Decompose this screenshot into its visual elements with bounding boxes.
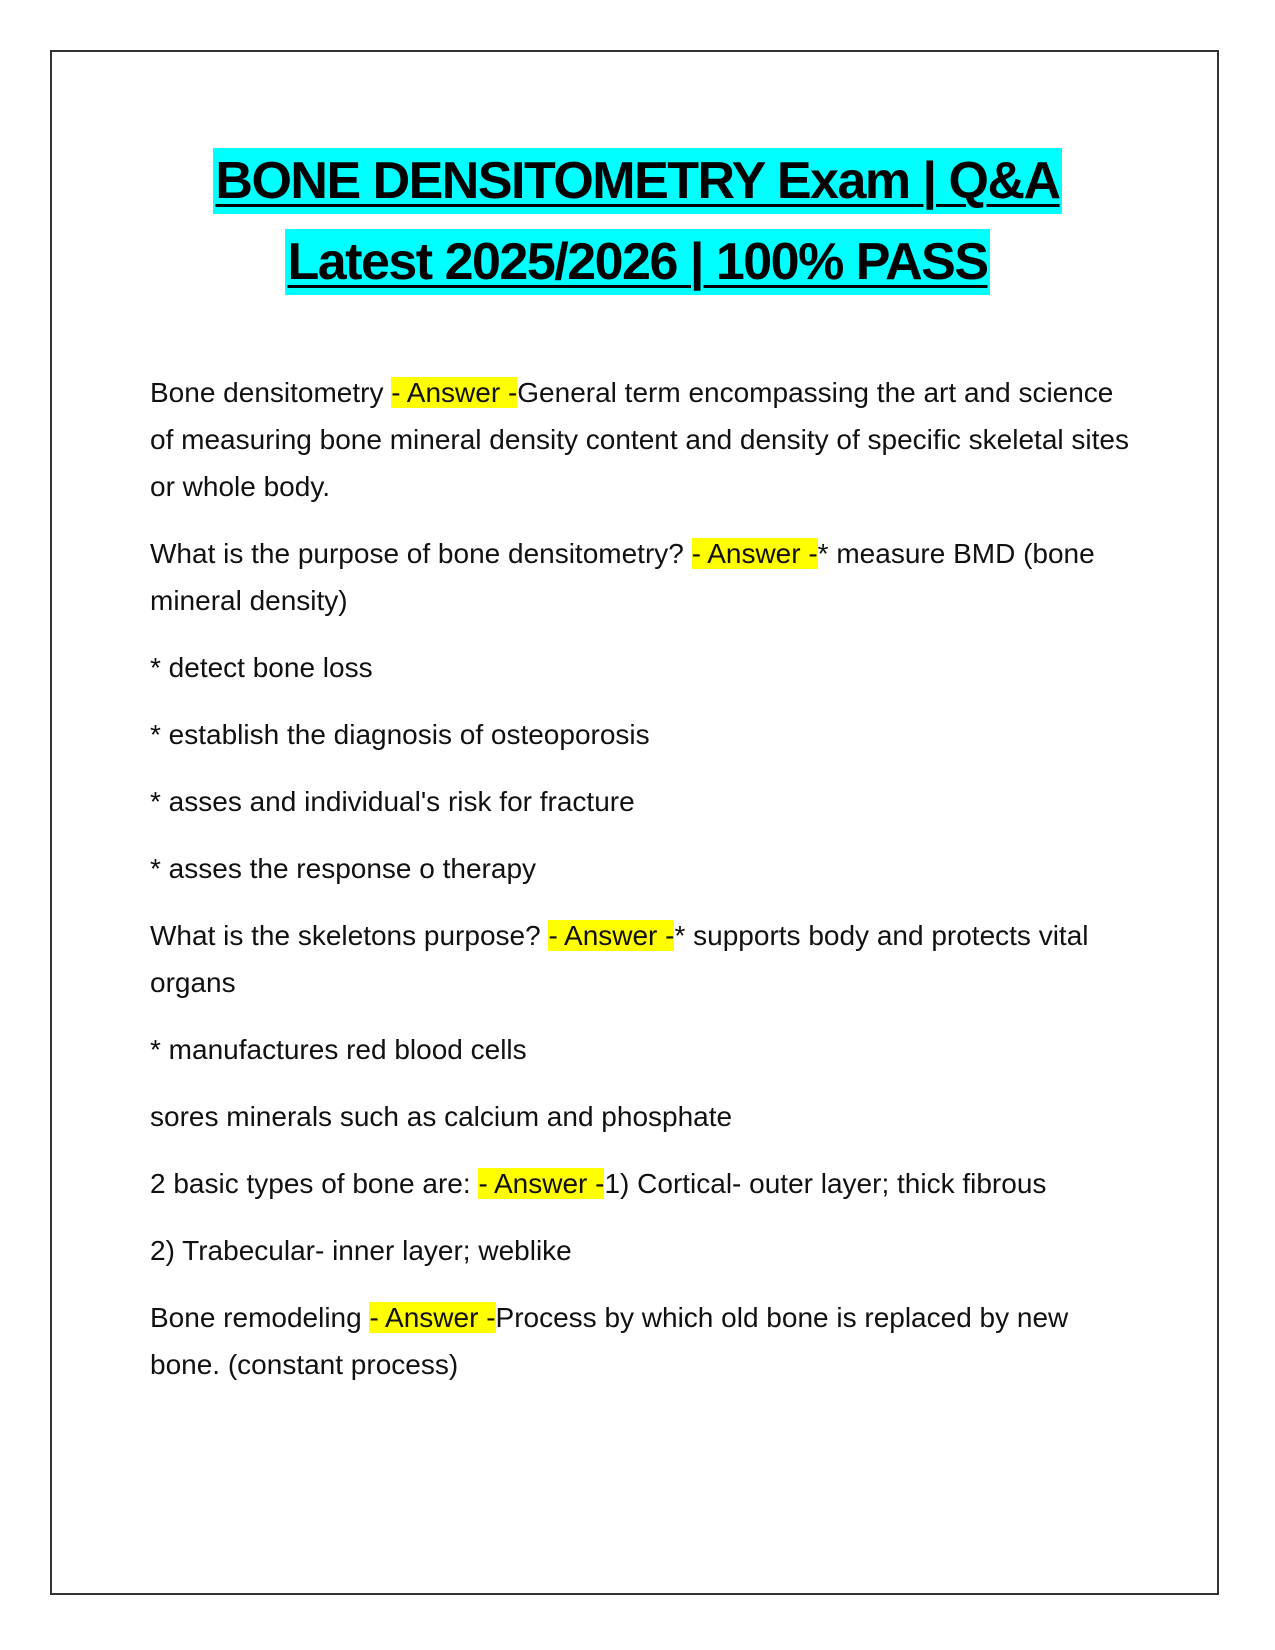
answer-marker: - Answer - [548, 920, 675, 951]
bullet-line: * establish the diagnosis of osteoporosis [150, 719, 650, 750]
bullet-line: * manufactures red blood cells [150, 1034, 527, 1065]
title-line-1: BONE DENSITOMETRY Exam | Q&A [213, 148, 1061, 214]
question-text: Bone remodeling [150, 1302, 370, 1333]
qa-entry [150, 369, 1130, 510]
qa-entry [150, 1294, 1130, 1388]
bullet-line: * asses and individual's risk for fracture [150, 786, 635, 817]
question-text: 2 basic types of bone are: [150, 1168, 479, 1199]
answer-marker: - Answer - [478, 1168, 605, 1199]
question-text: What is the purpose of bone densitometry? [150, 538, 692, 569]
answer-text: General term encompassing the art and science of measuring bone mineral density content and density of specific skeletal sites or whole body. [150, 377, 1129, 502]
qa-entry [150, 912, 1130, 1006]
answer-text: 1) Cortical- outer layer; thick fibrous [604, 1168, 1047, 1199]
answer-text: Process by which old bone is replaced by new bone. (constant process) [150, 1302, 1069, 1380]
page-title [0, 143, 1275, 305]
question-text: What is the skeletons purpose? [150, 920, 549, 951]
bullet-line: * asses the response o therapy [150, 853, 537, 884]
text-line: sores minerals such as calcium and phosphate [150, 1101, 733, 1132]
text-line: 2) Trabecular- inner layer; weblike [150, 1235, 572, 1266]
answer-marker: - Answer - [391, 377, 518, 408]
answer-text: * supports body and protects vital organs [150, 920, 1089, 998]
answer-marker: - Answer - [369, 1302, 496, 1333]
title-line-2: Latest 2025/2026 | 100% PASS [285, 229, 989, 295]
answer-marker: - Answer - [691, 538, 818, 569]
bullet-line: * detect bone loss [150, 652, 373, 683]
qa-entry [150, 530, 1130, 624]
answer-text: * measure BMD (bone mineral density) [150, 538, 1095, 616]
qa-content [150, 369, 1130, 1408]
qa-entry [150, 1160, 1130, 1207]
question-text: Bone densitometry [150, 377, 392, 408]
